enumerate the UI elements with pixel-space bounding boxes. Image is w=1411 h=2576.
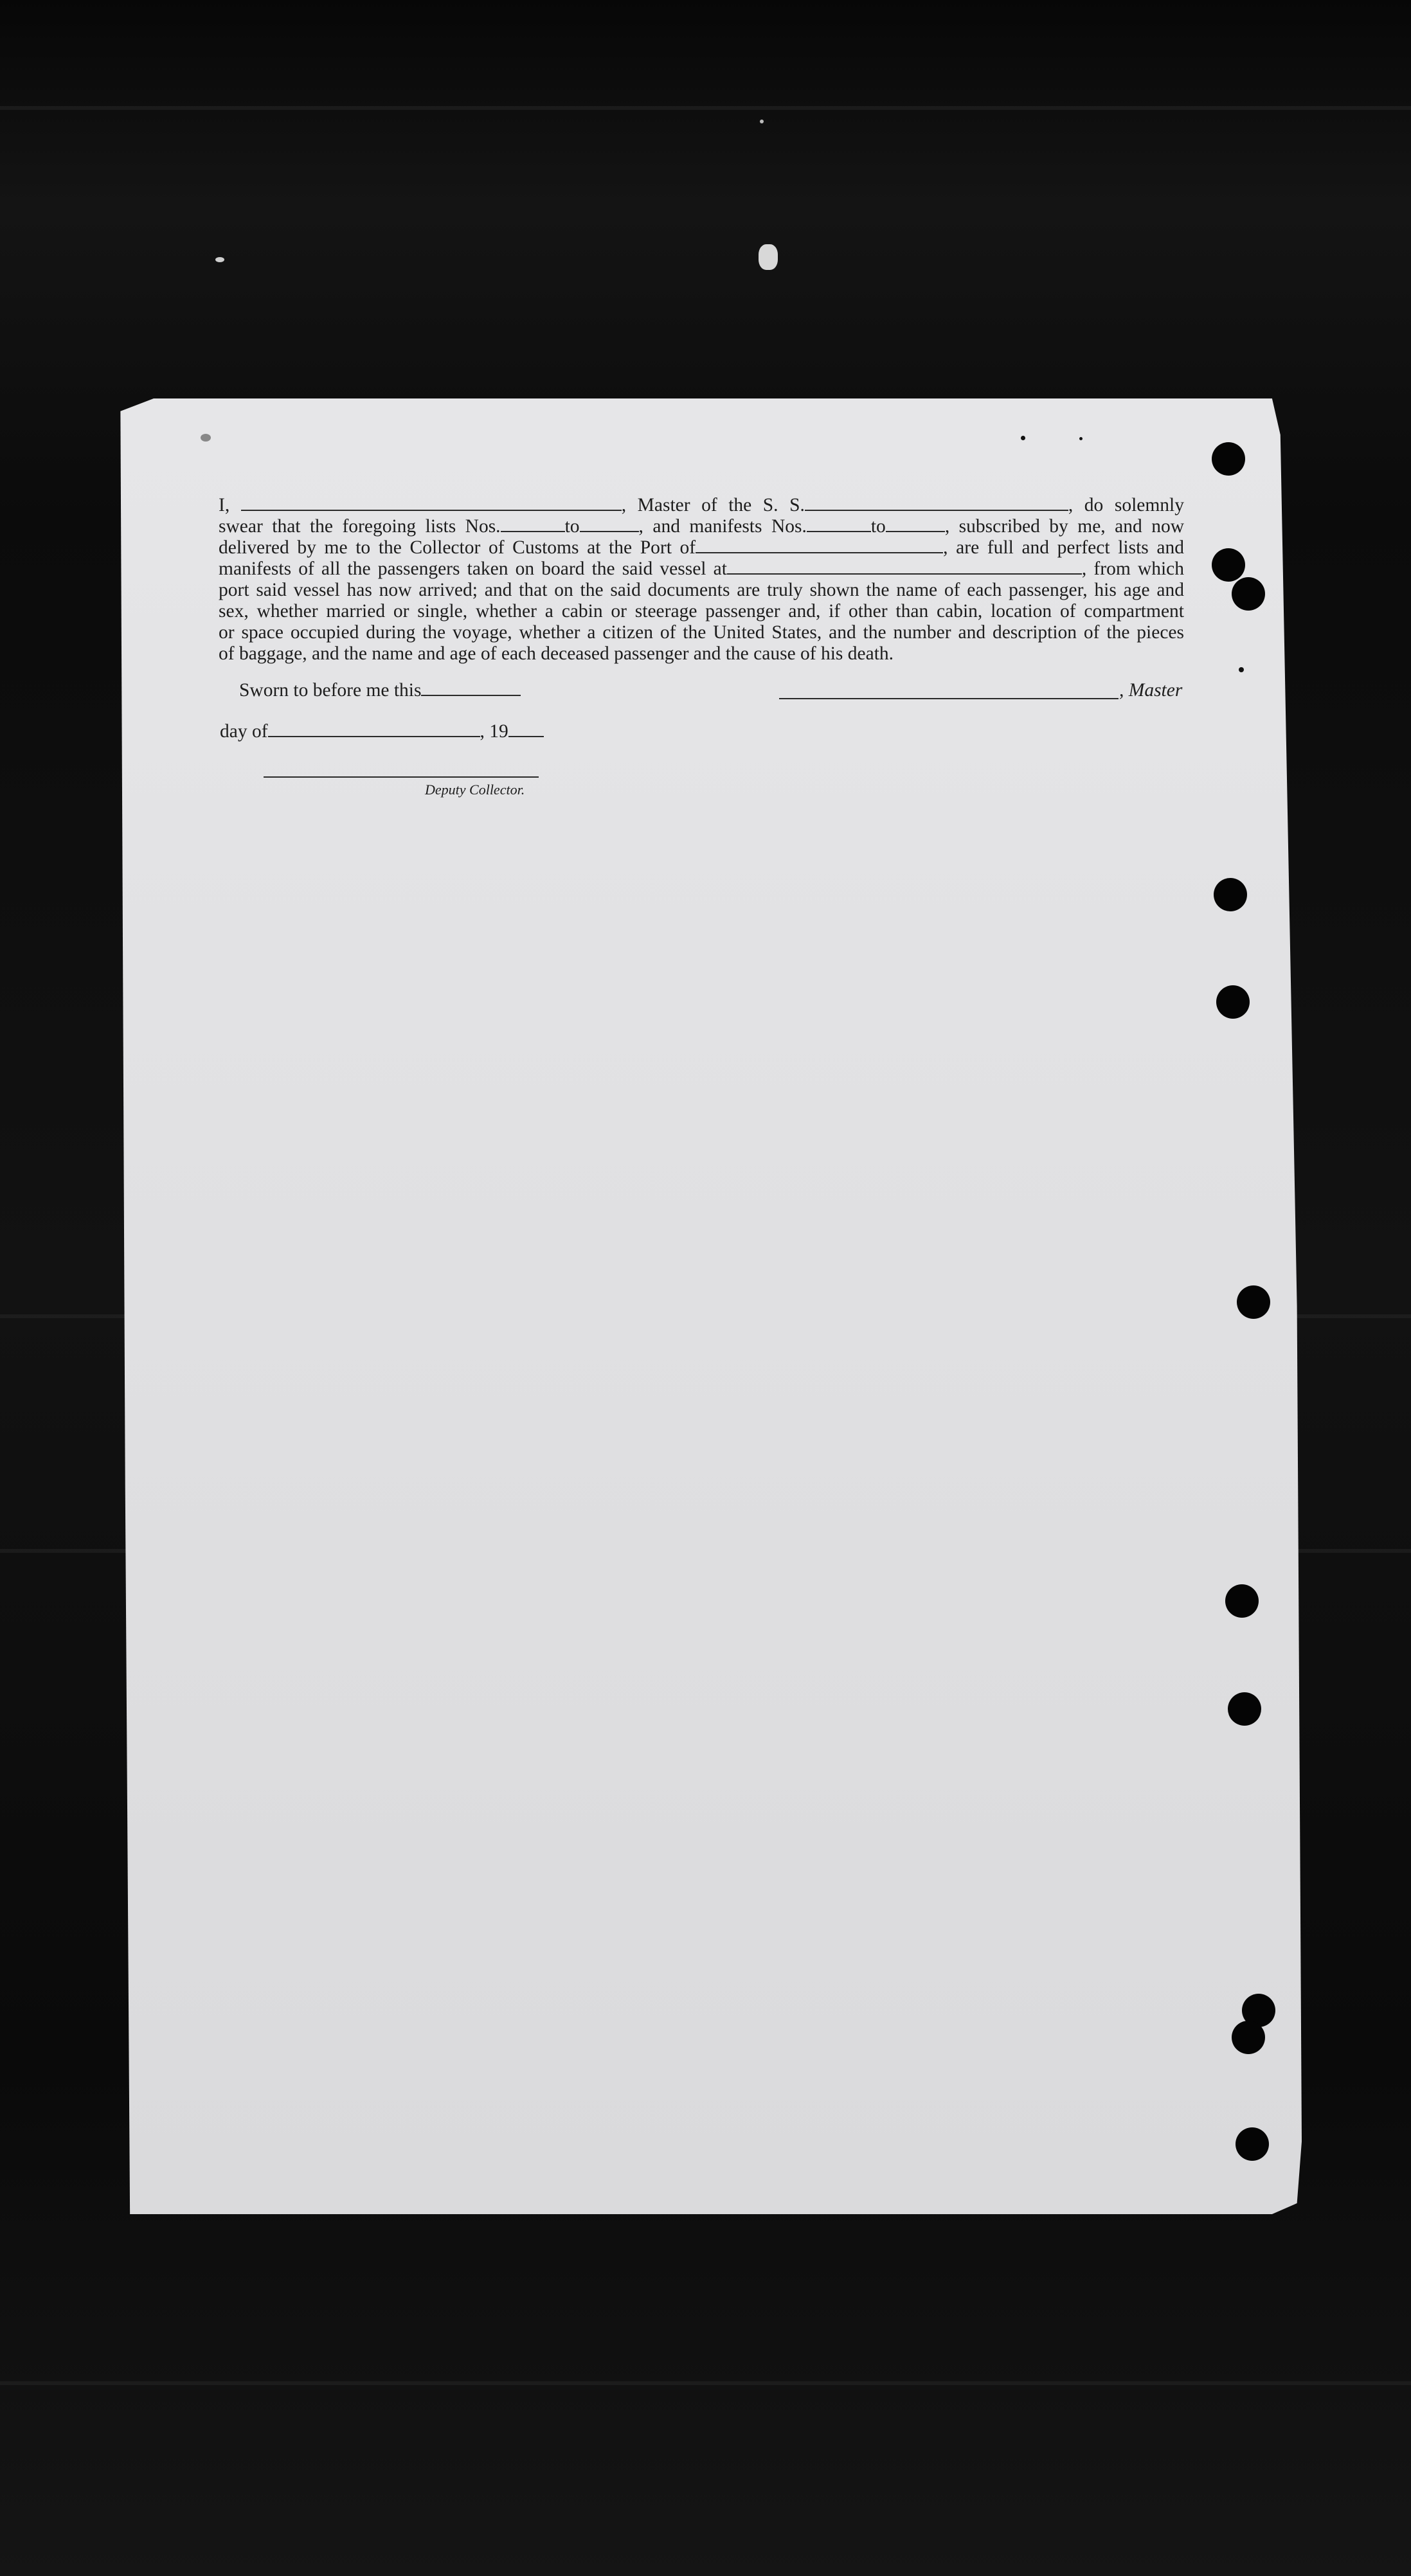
- manifests-to-blank: [886, 518, 945, 532]
- scan-band: [0, 106, 1411, 110]
- punch-hole: [1216, 985, 1250, 1019]
- day-of-label: day of: [220, 721, 268, 742]
- oath-text: I,: [219, 495, 241, 515]
- oath-line-1: [219, 495, 1184, 516]
- deputy-collector-label: Deputy Collector.: [425, 782, 525, 798]
- year-prefix: , 19: [480, 721, 508, 742]
- page-speck: [1239, 667, 1244, 672]
- ship-name-blank: [805, 497, 1068, 511]
- lists-from-blank: [501, 518, 565, 532]
- master-name-blank: [241, 497, 622, 511]
- punch-hole: [1236, 2127, 1269, 2161]
- master-signature-line: [779, 698, 1119, 699]
- master-label: , Master: [1119, 680, 1183, 701]
- sworn-row: [239, 680, 521, 701]
- punch-hole: [1237, 1285, 1270, 1319]
- scan-band: [0, 2381, 1411, 2385]
- oath-text: , Master of the S. S.: [621, 495, 805, 515]
- oath-line-3: [219, 537, 1184, 559]
- page-speck: [201, 434, 211, 442]
- deputy-collector-signature-line: [264, 776, 539, 778]
- departure-port-blank: [727, 560, 1082, 575]
- punch-hole: [1228, 1692, 1261, 1726]
- film-artifact: [215, 257, 224, 262]
- oath-line-5: port said vessel has now arrived; and that on the said documents are truly shown the name of each passenger, his age and: [219, 580, 1184, 600]
- oath-text: delivered by me to the Collector of Customs at the Port of: [219, 537, 696, 558]
- lists-to-blank: [580, 518, 639, 532]
- oath-line-8: of baggage, and the name and age of each deceased passenger and the cause of his death.: [219, 643, 894, 664]
- sworn-day-blank: [421, 682, 521, 696]
- oath-text: , from which: [1081, 559, 1185, 579]
- sworn-label: Sworn to before me this: [239, 680, 422, 701]
- oath-text: swear that the foregoing lists Nos.: [219, 516, 501, 537]
- oath-text: , and manifests Nos.: [638, 516, 807, 537]
- punch-hole: [1225, 1584, 1259, 1618]
- oath-line-4: [219, 559, 1184, 580]
- film-artifact: [759, 244, 778, 270]
- page-speck: [1021, 436, 1025, 440]
- port-name-blank: [696, 539, 943, 553]
- oath-line-7: or space occupied during the voyage, whether a citizen of the United States, and the number and description of the pieces: [219, 622, 1184, 643]
- master-oath-paragraph: [219, 495, 1184, 665]
- punch-hole: [1212, 548, 1245, 582]
- punch-hole: [1232, 2021, 1265, 2054]
- oath-text: , subscribed by me, and now: [944, 516, 1185, 537]
- oath-line-2: [219, 516, 1184, 537]
- punch-hole: [1232, 577, 1265, 611]
- film-artifact: [760, 120, 764, 123]
- page-speck: [1079, 437, 1083, 440]
- oath-text: to: [564, 516, 580, 537]
- manifests-from-blank: [807, 518, 871, 532]
- oath-text: to: [870, 516, 886, 537]
- oath-text: , do solemnly: [1068, 495, 1184, 515]
- month-blank: [268, 723, 480, 737]
- date-row: [220, 721, 544, 742]
- oath-line-6: sex, whether married or single, whether a cabin or steerage passenger and, if other than cabin, location of compartment: [219, 601, 1184, 622]
- year-blank: [508, 723, 544, 737]
- oath-text: manifests of all the passengers taken on board the said vessel at: [219, 559, 727, 579]
- oath-text: , are full and perfect lists and: [943, 537, 1185, 558]
- punch-hole: [1212, 442, 1245, 476]
- manifest-back-page: [116, 398, 1302, 2214]
- punch-hole: [1214, 878, 1247, 911]
